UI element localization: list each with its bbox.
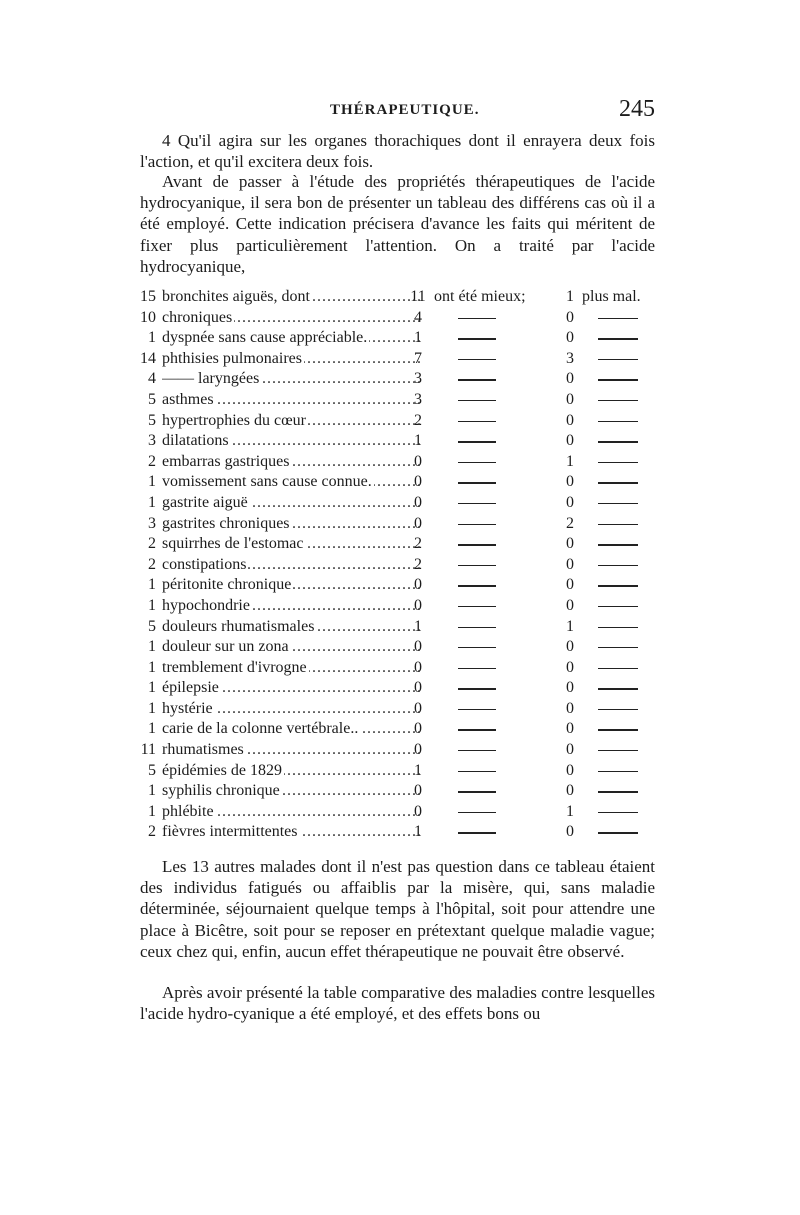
ditto-line (458, 617, 496, 628)
table-cell-count: 11 (140, 741, 156, 759)
table-cell-improved: 1 (414, 432, 422, 450)
ditto-line (598, 740, 638, 751)
paragraph-3-text: Les 13 autres malades dont il n'est pas question dans ce tableau étaient des individus fatigués ou affaiblis par la misère, qui, sans maladie déterminée, séjournaient quelque temps à l'hôpital, soit pour attendre une place à Bicêtre, soit pour se reposer en prétextant quelque maladie vague; ceux chez qui, enfin, aucun effet thérapeutique ne pouvait être observé. (140, 857, 655, 961)
ditto-line (598, 678, 638, 689)
ditto-line (598, 411, 638, 422)
table-row (140, 328, 660, 349)
table-cell-count: 1 (148, 329, 156, 347)
table-cell-count: 5 (148, 390, 156, 408)
table-row (140, 390, 660, 411)
table-cell-improved: 11 (410, 288, 426, 305)
table-cell-count: 2 (148, 535, 156, 553)
ditto-line (458, 699, 496, 710)
table-cell-worse: 0 (566, 493, 574, 511)
table-cell-disease: dilatations ..... (162, 431, 422, 452)
ditto-line (598, 390, 638, 401)
ditto-line (598, 369, 638, 380)
paragraph-4 (140, 982, 655, 1024)
table-cell-count: 1 (148, 679, 156, 697)
table-cell-worse: 0 (566, 720, 574, 738)
table-cell-improved: 0 (414, 514, 422, 532)
table-body (140, 308, 660, 843)
table-cell-improved: 0 (414, 576, 422, 594)
results-table (140, 287, 660, 843)
table-cell-improved: 7 (414, 349, 422, 367)
table-row (140, 761, 660, 782)
ditto-line (598, 472, 638, 483)
table-cell-count: 2 (148, 452, 156, 470)
table-cell-worse: 1 (566, 288, 574, 305)
table-row (140, 308, 660, 329)
table-cell-count: 15 (140, 288, 156, 305)
ditto-line (598, 349, 638, 360)
table-cell-improved: 1 (414, 617, 422, 635)
table-cell-count: 1 (148, 720, 156, 738)
table-row (140, 678, 660, 699)
table-cell-improved: 0 (414, 699, 422, 717)
running-head: THÉRAPEUTIQUE. (330, 102, 480, 118)
table-cell-improved: 2 (414, 411, 422, 429)
table-cell-count: 2 (148, 823, 156, 841)
paragraph-1 (140, 130, 655, 172)
ditto-line (598, 493, 638, 504)
table-cell-worse: 0 (566, 432, 574, 450)
ditto-line (458, 369, 496, 380)
ditto-line (458, 328, 496, 339)
page-header (140, 96, 655, 124)
table-cell-disease: phlébite ..... (162, 802, 422, 823)
table-row (140, 514, 660, 535)
table-row (140, 452, 660, 473)
table-cell-worse: 0 (566, 576, 574, 594)
table-cell-count: 5 (148, 617, 156, 635)
table-cell-improved: 0 (414, 802, 422, 820)
table-row (140, 493, 660, 514)
table-cell-count: 10 (140, 308, 156, 326)
table-cell-disease: asthmes ..... (162, 390, 422, 411)
ditto-line (598, 431, 638, 442)
table-cell-count: 1 (148, 658, 156, 676)
table-cell-disease: —— laryngées ..... (162, 369, 422, 390)
paragraph-3 (140, 856, 655, 962)
table-row (140, 740, 660, 761)
ditto-line (458, 596, 496, 607)
table-cell-disease: épidémies de 1829 ..... (162, 761, 422, 782)
ditto-line (458, 555, 496, 566)
table-cell-count: 14 (140, 349, 156, 367)
table-row (140, 596, 660, 617)
table-cell-disease: rhumatismes ..... (162, 740, 422, 761)
table-row (140, 719, 660, 740)
table-cell-worse: 1 (566, 452, 574, 470)
table-cell-disease: bronchites aiguës, dont ..... (162, 287, 422, 308)
table-cell-improved: 3 (414, 370, 422, 388)
table-cell-worse: 0 (566, 390, 574, 408)
table-cell-count: 4 (148, 370, 156, 388)
paragraph-4-text: Après avoir présenté la table comparative des maladies contre lesquelles l'acide hydro-cyanique a été employé, et des effets bons ou (140, 983, 655, 1024)
ditto-line (598, 328, 638, 339)
ditto-line (598, 617, 638, 628)
table-cell-count: 1 (148, 596, 156, 614)
paragraph-2-text: Avant de passer à l'étude des propriétés thérapeutiques de l'acide hydrocyanique, il sera bon de présenter un tableau des différens cas où il a été employé. Cette indication précisera d'avance les faits qui méritent de fixer plus particulièrement l'attention. On a traité par l'acide hydrocyanique, (140, 172, 655, 276)
table-row (140, 617, 660, 638)
ditto-line (598, 514, 638, 525)
table-cell-improved: 0 (414, 638, 422, 656)
ditto-line (458, 740, 496, 751)
table-cell-disease: fièvres intermittentes ..... (162, 822, 422, 843)
ditto-line (458, 719, 496, 730)
table-row (140, 575, 660, 596)
table-cell-count: 5 (148, 411, 156, 429)
paragraph-1-lead: 4 (162, 131, 171, 150)
table-cell-count: 1 (148, 638, 156, 656)
table-cell-improved: 4 (414, 308, 422, 326)
ditto-line (458, 493, 496, 504)
table-cell-worse: 0 (566, 370, 574, 388)
ditto-line (458, 349, 496, 360)
ditto-line (458, 514, 496, 525)
table-cell-count: 5 (148, 761, 156, 779)
paragraph-2 (140, 171, 655, 277)
ditto-line (458, 761, 496, 772)
table-cell-disease: carie de la colonne vertébrale.. ..... (162, 719, 422, 740)
ditto-line (458, 534, 496, 545)
table-cell-disease: chroniques ..... (162, 308, 422, 329)
ditto-line (598, 822, 638, 833)
table-cell-worse: 0 (566, 782, 574, 800)
table-header-improved-label: ont été mieux; (434, 288, 526, 305)
table-row (140, 699, 660, 720)
table-cell-worse: 1 (566, 802, 574, 820)
table-cell-disease: gastrites chroniques ..... (162, 514, 422, 535)
table-row (140, 555, 660, 576)
table-cell-worse: 0 (566, 535, 574, 553)
table-row (140, 472, 660, 493)
table-cell-disease: syphilis chronique ..... (162, 781, 422, 802)
table-row (140, 781, 660, 802)
ditto-line (598, 699, 638, 710)
table-cell-improved: 3 (414, 390, 422, 408)
table-cell-worse: 0 (566, 308, 574, 326)
table-row (140, 802, 660, 823)
table-cell-worse: 0 (566, 761, 574, 779)
ditto-line (598, 658, 638, 669)
ditto-line (598, 452, 638, 463)
ditto-line (458, 411, 496, 422)
ditto-line (598, 802, 638, 813)
table-cell-count: 1 (148, 493, 156, 511)
table-cell-disease: squirrhes de l'estomac ..... (162, 534, 422, 555)
table-cell-count: 1 (148, 576, 156, 594)
table-cell-improved: 1 (414, 329, 422, 347)
table-cell-disease: tremblement d'ivrogne ..... (162, 658, 422, 679)
ditto-line (458, 678, 496, 689)
table-cell-count: 1 (148, 473, 156, 491)
table-cell-improved: 0 (414, 493, 422, 511)
table-cell-disease: hypertrophies du cœur ..... (162, 411, 422, 432)
ditto-line (458, 781, 496, 792)
table-cell-improved: 0 (414, 658, 422, 676)
ditto-line (598, 596, 638, 607)
ditto-line (598, 575, 638, 586)
table-row (140, 637, 660, 658)
table-cell-worse: 0 (566, 638, 574, 656)
table-cell-worse: 0 (566, 823, 574, 841)
table-cell-improved: 0 (414, 473, 422, 491)
ditto-line (458, 308, 496, 319)
table-cell-worse: 0 (566, 555, 574, 573)
table-cell-worse: 0 (566, 596, 574, 614)
table-cell-improved: 0 (414, 782, 422, 800)
table-cell-count: 1 (148, 699, 156, 717)
table-cell-improved: 2 (414, 535, 422, 553)
table-cell-disease: constipations ..... (162, 555, 422, 576)
ditto-line (458, 637, 496, 648)
ditto-line (458, 431, 496, 442)
ditto-line (598, 719, 638, 730)
table-cell-count: 2 (148, 555, 156, 573)
table-cell-disease: gastrite aiguë ..... (162, 493, 422, 514)
table-cell-worse: 0 (566, 473, 574, 491)
paragraph-1-text: Qu'il agira sur les organes thorachiques dont il enrayera deux fois l'action, et qu'il excitera deux fois. (140, 131, 656, 172)
ditto-line (598, 555, 638, 566)
table-row (140, 431, 660, 452)
table-cell-improved: 0 (414, 679, 422, 697)
table-cell-worse: 2 (566, 514, 574, 532)
ditto-line (458, 822, 496, 833)
table-cell-worse: 0 (566, 658, 574, 676)
ditto-line (598, 308, 638, 319)
table-row (140, 349, 660, 370)
table-cell-disease: hypochondrie ..... (162, 596, 422, 617)
table-cell-worse: 0 (566, 329, 574, 347)
table-cell-count: 1 (148, 802, 156, 820)
table-row (140, 411, 660, 432)
table-cell-disease: hystérie ..... (162, 699, 422, 720)
ditto-line (458, 472, 496, 483)
table-cell-worse: 0 (566, 699, 574, 717)
table-cell-improved: 0 (414, 741, 422, 759)
table-header-row (140, 287, 660, 308)
table-cell-worse: 0 (566, 411, 574, 429)
table-cell-worse: 0 (566, 679, 574, 697)
table-cell-disease: douleurs rhumatismales ..... (162, 617, 422, 638)
table-cell-worse: 1 (566, 617, 574, 635)
ditto-line (458, 452, 496, 463)
ditto-line (458, 658, 496, 669)
table-cell-disease: embarras gastriques ..... (162, 452, 422, 473)
table-cell-count: 1 (148, 782, 156, 800)
table-cell-count: 3 (148, 432, 156, 450)
table-cell-disease: phthisies pulmonaires ..... (162, 349, 422, 370)
ditto-line (458, 575, 496, 586)
table-cell-worse: 0 (566, 741, 574, 759)
table-cell-disease: douleur sur un zona ..... (162, 637, 422, 658)
table-row (140, 369, 660, 390)
table-cell-disease: épilepsie ..... (162, 678, 422, 699)
table-header-worse-label: plus mal. (582, 288, 641, 305)
page-number: 245 (619, 96, 655, 122)
ditto-line (598, 637, 638, 648)
table-cell-disease: dyspnée sans cause appréciable. ..... (162, 328, 422, 349)
table-cell-improved: 1 (414, 823, 422, 841)
table-cell-disease: péritonite chronique ..... (162, 575, 422, 596)
ditto-line (598, 781, 638, 792)
ditto-line (598, 761, 638, 772)
table-row (140, 534, 660, 555)
table-row (140, 822, 660, 843)
ditto-line (458, 390, 496, 401)
table-cell-improved: 0 (414, 452, 422, 470)
table-cell-improved: 0 (414, 720, 422, 738)
ditto-line (598, 534, 638, 545)
table-cell-improved: 0 (414, 596, 422, 614)
table-cell-improved: 2 (414, 555, 422, 573)
ditto-line (458, 802, 496, 813)
table-cell-worse: 3 (566, 349, 574, 367)
table-cell-disease: vomissement sans cause connue. ..... (162, 472, 422, 493)
table-cell-improved: 1 (414, 761, 422, 779)
table-cell-count: 3 (148, 514, 156, 532)
table-row (140, 658, 660, 679)
